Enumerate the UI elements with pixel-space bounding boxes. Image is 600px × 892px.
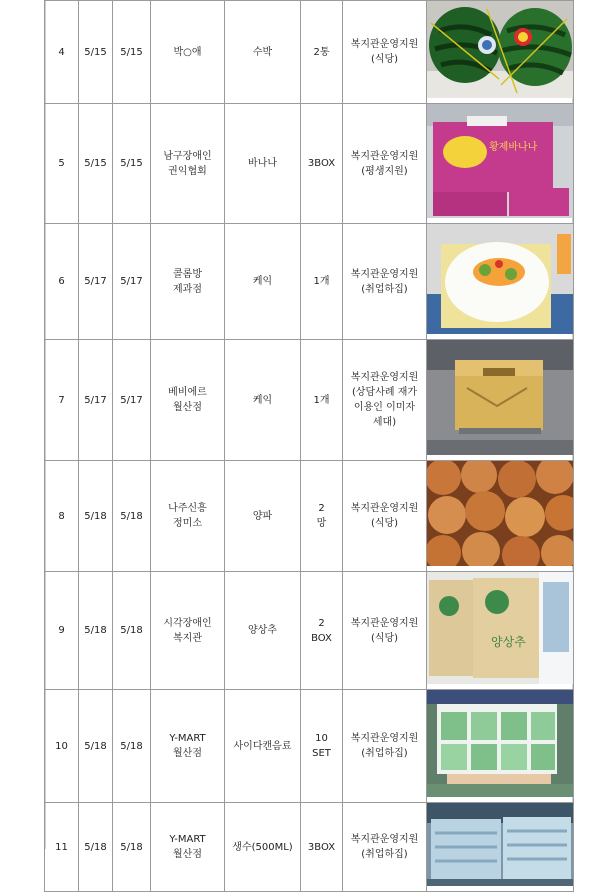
watermelons-photo [427, 1, 573, 103]
cake-box-photo [427, 340, 573, 460]
donor-name: 베비에르 월산점 [151, 340, 225, 461]
donor-name: Y-MART 월산점 [151, 690, 225, 803]
quantity: 2통 [301, 1, 343, 104]
received-date: 5/18 [79, 572, 113, 690]
lettuce-boxes-photo [427, 572, 573, 689]
lettuce-box-text: 양상추 [491, 635, 526, 649]
recipient: 복지관운영지원 (취업하집) [343, 803, 427, 892]
distributed-date: 5/18 [113, 803, 151, 892]
row-number: 8 [45, 461, 79, 572]
item-name: 바나나 [225, 104, 301, 224]
item-name: 양파 [225, 461, 301, 572]
table-row [45, 1, 574, 104]
quantity: 1개 [301, 340, 343, 461]
donor-name: 시각장애인 복지관 [151, 572, 225, 690]
recipient: 복지관운영지원 (상담사례 재가 이용인 이미자 세대) [343, 340, 427, 461]
received-date: 5/18 [79, 461, 113, 572]
received-date: 5/15 [79, 104, 113, 224]
table-row [45, 803, 574, 892]
item-name: 수박 [225, 1, 301, 104]
banana-box-text: 황제바나나 [489, 142, 538, 153]
quantity: 3BOX [301, 803, 343, 892]
water-bottles-photo [427, 803, 573, 891]
received-date: 5/18 [79, 803, 113, 892]
distributed-date: 5/18 [113, 572, 151, 690]
donation-table [44, 0, 574, 892]
quantity: 2 BOX [301, 572, 343, 690]
recipient: 복지관운영지원 (식당) [343, 461, 427, 572]
row-number: 7 [45, 340, 79, 461]
item-name: 양상추 [225, 572, 301, 690]
donor-name: 박○애 [151, 1, 225, 104]
row-number: 11 [45, 803, 79, 892]
table-row [45, 224, 574, 340]
cider-cans-photo [427, 690, 573, 802]
distributed-date: 5/15 [113, 104, 151, 224]
fruit-cake-photo [427, 224, 573, 339]
row-number: 10 [45, 690, 79, 803]
table-row [45, 572, 574, 690]
donor-name: 남구장애인 권익협회 [151, 104, 225, 224]
donor-name: Y-MART 월산점 [151, 803, 225, 892]
recipient: 복지관운영지원 (식당) [343, 572, 427, 690]
recipient: 복지관운영지원 (평생지원) [343, 104, 427, 224]
received-date: 5/15 [79, 1, 113, 104]
distributed-date: 5/17 [113, 224, 151, 340]
distributed-date: 5/18 [113, 690, 151, 803]
row-number: 6 [45, 224, 79, 340]
recipient: 복지관운영지원 (식당) [343, 1, 427, 104]
item-name: 생수(500ML) [225, 803, 301, 892]
item-name: 사이다캔음료 [225, 690, 301, 803]
donor-name: 콜롬방 제과점 [151, 224, 225, 340]
quantity: 2 망 [301, 461, 343, 572]
table-row [45, 461, 574, 572]
quantity: 3BOX [301, 104, 343, 224]
table-row [45, 104, 574, 224]
row-number: 9 [45, 572, 79, 690]
quantity: 1개 [301, 224, 343, 340]
distributed-date: 5/15 [113, 1, 151, 104]
recipient: 복지관운영지원 (취업하집) [343, 224, 427, 340]
recipient: 복지관운영지원 (취업하집) [343, 690, 427, 803]
item-name: 케익 [225, 224, 301, 340]
row-number: 4 [45, 1, 79, 104]
banana-boxes-photo [427, 104, 573, 223]
donor-name: 나주신흥 정미소 [151, 461, 225, 572]
distributed-date: 5/18 [113, 461, 151, 572]
received-date: 5/17 [79, 224, 113, 340]
table-row [45, 690, 574, 803]
distributed-date: 5/17 [113, 340, 151, 461]
row-number: 5 [45, 104, 79, 224]
item-name: 케익 [225, 340, 301, 461]
quantity: 10 SET [301, 690, 343, 803]
onions-photo [427, 461, 573, 571]
received-date: 5/17 [79, 340, 113, 461]
table-row [45, 340, 574, 461]
received-date: 5/18 [79, 690, 113, 803]
